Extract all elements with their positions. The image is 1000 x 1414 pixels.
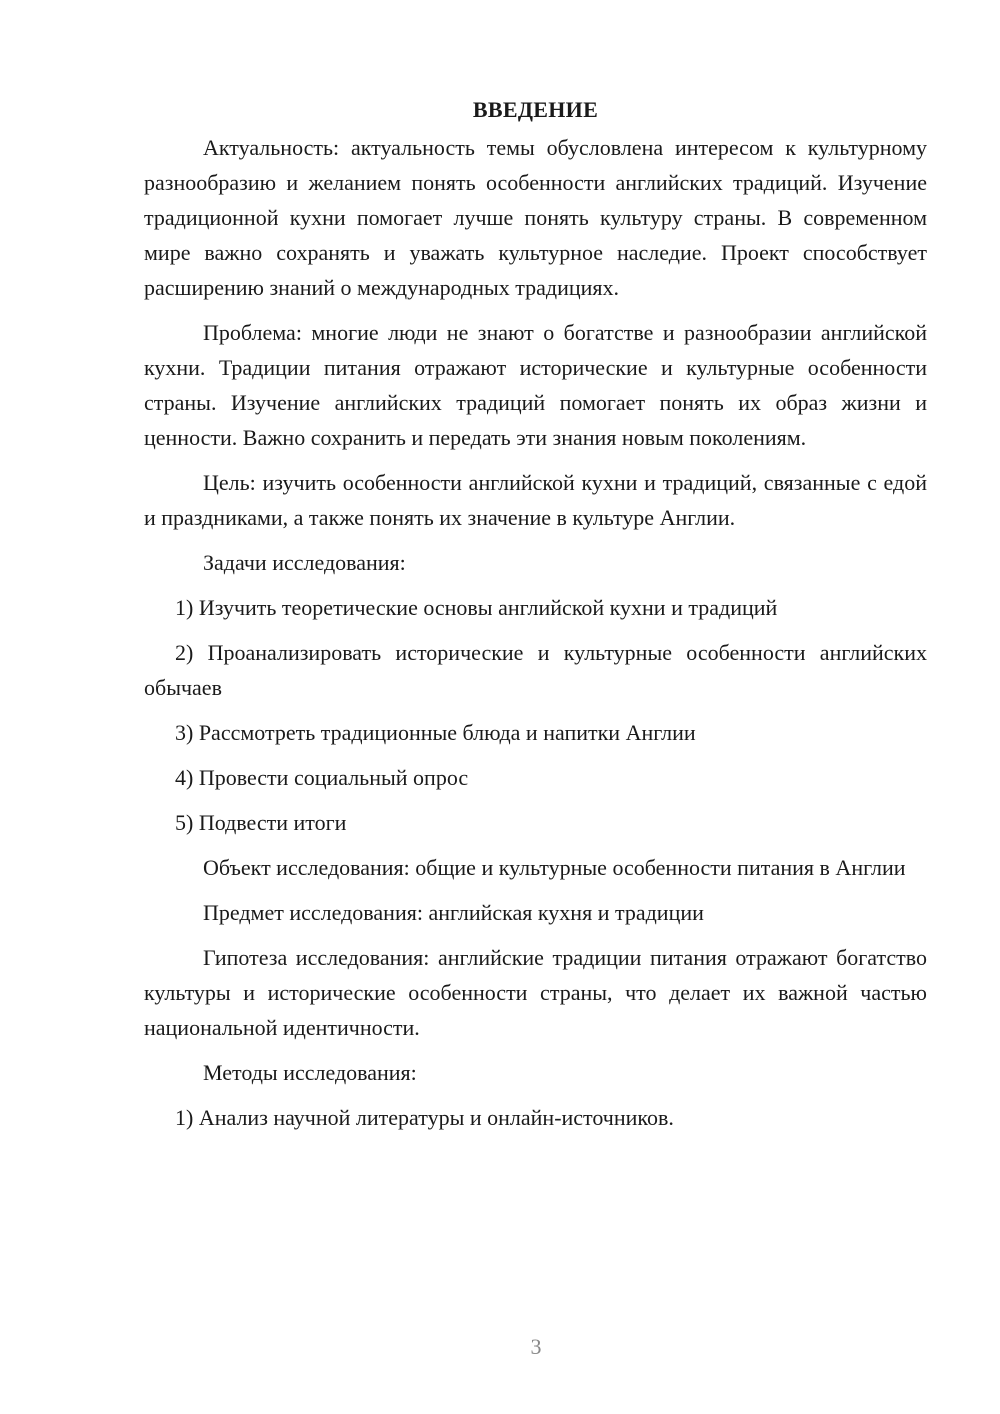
paragraph-goal: Цель: изучить особенности английской кухни и традиций, связанные с едой и праздниками, а также понять их значение в культуре Англии. — [144, 470, 927, 530]
paragraph-problem: Проблема: многие люди не знают о богатстве и разнообразии английской кухни. Традиции питания отражают исторические и культурные особенности страны. Изучение английских традиций помогает понять их образ жизни и ценности. Важно сохранить и передать эти знания новым поколениям. — [144, 320, 927, 450]
paragraph-relevance: Актуальность: актуальность темы обусловлена интересом к культурному разнообразию и желанием понять особенности английских традиций. Изучение традиционной кухни помогает лучше понять культуру страны. В современном мире важно сохранять и уважать культурное наследие. Проект способствует расширению знаний о международных традициях. — [144, 135, 927, 300]
task-item-2: 2) Проанализировать исторические и культурные особенности английских обычаев — [144, 640, 927, 700]
paragraph-object: Объект исследования: общие и культурные особенности питания в Англии — [203, 855, 906, 880]
paragraph-hypothesis: Гипотеза исследования: английские традиции питания отражают богатство культуры и исторические особенности страны, что делает их важной частью национальной идентичности. — [144, 945, 927, 1040]
tasks-title: Задачи исследования: — [203, 550, 406, 575]
section-heading: ВВЕДЕНИЕ — [472, 97, 599, 122]
task-item-5: 5) Подвести итоги — [175, 810, 347, 835]
task-item-1: 1) Изучить теоретические основы английской кухни и традиций — [175, 595, 778, 620]
task-item-3: 3) Рассмотреть традиционные блюда и напитки Англии — [175, 720, 696, 745]
page-number: 3 — [530, 1334, 542, 1359]
method-item-1: 1) Анализ научной литературы и онлайн-источников. — [175, 1105, 674, 1130]
paragraph-subject: Предмет исследования: английская кухня и традиции — [203, 900, 704, 925]
task-item-4: 4) Провести социальный опрос — [175, 765, 469, 790]
methods-title: Методы исследования: — [203, 1060, 417, 1085]
document-page — [144, 92, 927, 1145]
